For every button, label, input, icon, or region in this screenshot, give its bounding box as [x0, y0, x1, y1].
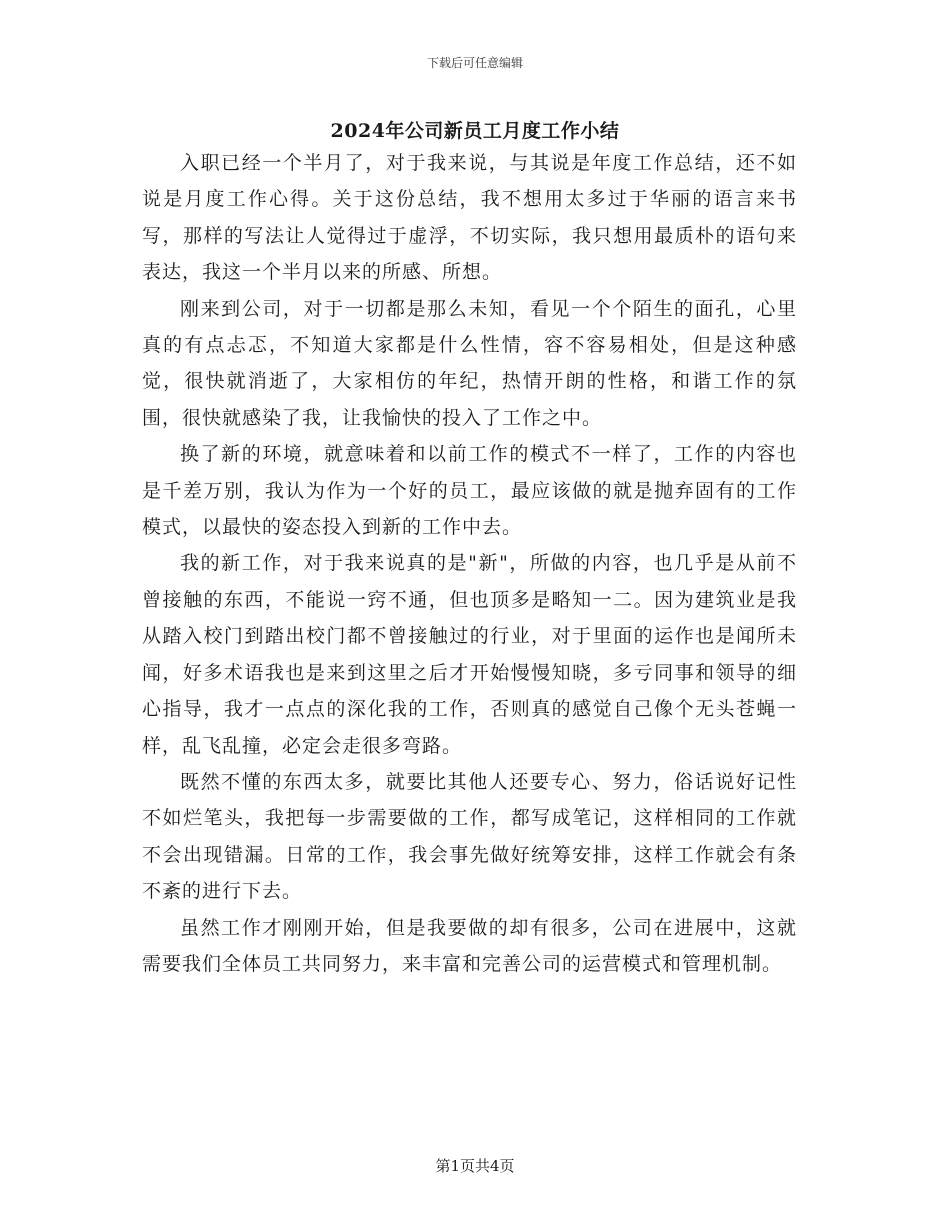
page-header-note: 下载后可任意编辑: [426, 56, 523, 70]
page-number: 第1页共4页: [435, 1157, 515, 1175]
paragraph: 既然不懂的东西太多，就要比其他人还要专心、努力，俗话说好记性不如烂笔头，我把每一步需要做的工作，都写成笔记，这样相同的工作就不会出现错漏。日常的工作，我会事先做好统筹安排，这样工作就会有条不紊的进行下去。: [142, 770, 797, 903]
paragraph: 虽然工作才刚刚开始，但是我要做的却有很多，公司在进展中，这就需要我们全体员工共同努力，来丰富和完善公司的运营模式和管理机制。: [142, 916, 797, 975]
document-body: [142, 145, 797, 982]
document-title: 2024年公司新员工月度工作小结: [330, 120, 620, 142]
paragraph: 换了新的环境，就意味着和以前工作的模式不一样了，工作的内容也是千差万别，我认为作为一个好的员工，最应该做的就是抛弃固有的工作模式，以最快的姿态投入到新的工作中去。: [142, 443, 797, 539]
paragraph: 我的新工作，对于我来说真的是"新"，所做的内容，也几乎是从前不曾接触的东西，不能说一窍不通，但也顶多是略知一二。因为建筑业是我从踏入校门到踏出校门都不曾接触过的行业，对于里面的运作也是闻所未闻，好多术语我也是来到这里之后才开始慢慢知晓，多亏同事和领导的细心指导，我才一点点的深化我的工作，否则真的感觉自己像个无头苍蝇一样，乱飞乱撞，必定会走很多弯路。: [142, 552, 797, 757]
paragraph: 入职已经一个半月了，对于我来说，与其说是年度工作总结，还不如说是月度工作心得。关于这份总结，我不想用太多过于华丽的语言来书写，那样的写法让人觉得过于虚浮，不切实际，我只想用最质朴的语句来表达，我这一个半月以来的所感、所想。: [142, 152, 797, 284]
paragraph: 刚来到公司，对于一切都是那么未知，看见一个个陌生的面孔，心里真的有点忐忑，不知道大家都是什么性情，容不容易相处，但是这种感觉，很快就消逝了，大家相仿的年纪，热情开朗的性格，和谐工作的氛围，很快就感染了我，让我愉快的投入了工作之中。: [142, 297, 797, 429]
